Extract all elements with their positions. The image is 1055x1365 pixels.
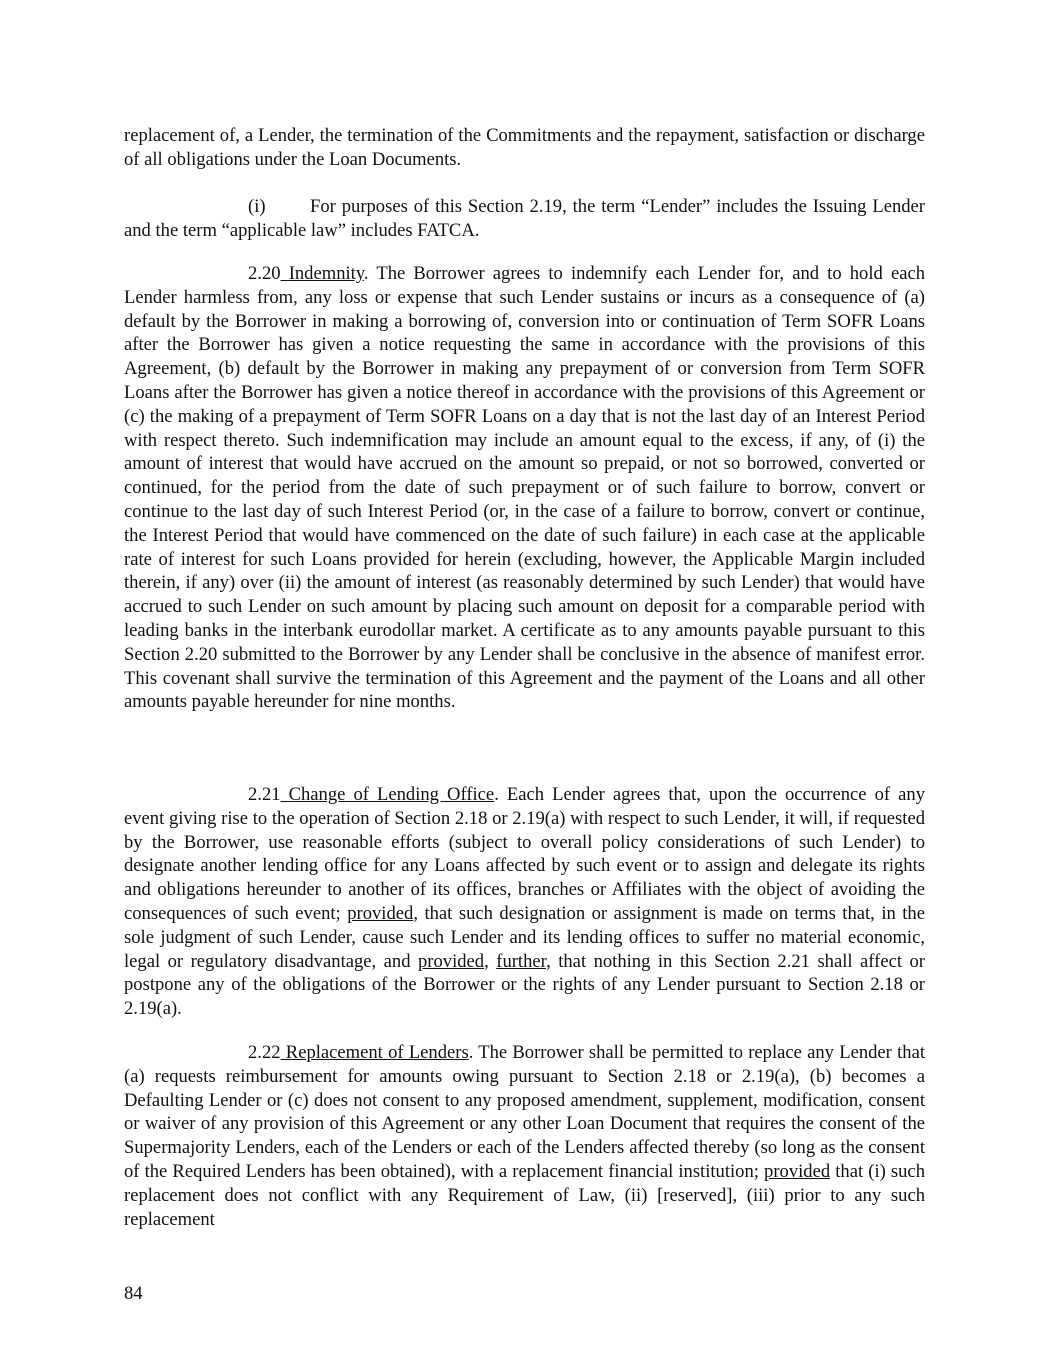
section-heading: Indemnity (288, 263, 364, 284)
paragraph-subsection-i: (i) For purposes of this Section 2.19, the term “Lender” includes the Issuing Lender and the term “applicable law” includes FATCA. (124, 196, 925, 241)
section-number: 2.20 (248, 263, 281, 284)
subsection-number: (i) (248, 196, 266, 217)
section-2-22-replacement-of-lenders: 2.22 Replacement of Lenders. The Borrower shall be permitted to replace any Lender that (a) requests reimbursement for amounts owing pursuant to Section 2.18 or 2.19(a), (b) becomes a Defaulting Lender or (c) does not consent to any proposed amendment, supplement, modification, consent or waiver of any provision of this Agreement or any other Loan Document that requires the consent of the Supermajority Lenders, each of the Lenders or each of the Lenders affected thereby (so long as the consent of the Required Lenders has been obtained), with a replacement financial institution; provided that (i) such replacement does not conflict with any Requirement of Law, (ii) [reserved], (iii) prior to any such replacement (124, 1042, 925, 1230)
defined-term: further (496, 950, 547, 972)
section-number: 2.22 (248, 1042, 281, 1063)
defined-term: provided (418, 950, 485, 972)
section-2-20-indemnity: 2.20 Indemnity. The Borrower agrees to indemnify each Lender for, and to hold each Lender harmless from, any loss or expense that such Lender sustains or incurs as a consequence of (a) default by the Borrower in making a borrowing of, conversion into or continuation of Term SOFR Loans after the Borrower has given a notice requesting the same in accordance with the provisions of this Agreement, (b) default by the Borrower in making any prepayment of or conversion from Term SOFR Loans after the Borrower has given a notice thereof in accordance with the provisions of this Agreement or (c) the making of a prepayment of Term SOFR Loans on a day that is not the last day of an Interest Period with respect thereto. Such indemnification may include an amount equal to the excess, if any, of (i) the amount of interest that would have accrued on the amount so prepaid, or not so borrowed, converted or continued, for the period from the date of such prepayment or of such failure to borrow, convert or continue to the last day of such Interest Period (or, in the case of a failure to borrow, convert or continue, the Interest Period that would have commenced on the date of such failure) in each case at the applicable rate of interest for such Loans provided for herein (excluding, however, the Applicable Margin included therein, if any) over (ii) the amount of interest (as reasonably determined by such Lender) that would have accrued to such Lender on such amount by placing such amount on deposit for a comparable period with leading banks in the interbank eurodollar market. A certificate as to any amounts payable pursuant to this Section 2.20 submitted to the Borrower by any Lender shall be conclusive in the absence of manifest error. This covenant shall survive the termination of this Agreement and the payment of the Loans and all other amounts payable hereunder for nine months. (124, 263, 925, 713)
section-heading: Change of Lending Office (288, 784, 495, 805)
defined-term: provided (764, 1160, 831, 1182)
section-2-21-change-of-lending-office: 2.21 Change of Lending Office. Each Lender agrees that, upon the occurrence of any event giving rise to the operation of Section 2.18 or 2.19(a) with respect to such Lender, it will, if requested by the Borrower, use reasonable efforts (subject to overall policy considerations of such Lender) to designate another lending office for any Loans affected by such event or to assign and delegate its rights and obligations hereunder to another of its offices, branches or Affiliates with the object of avoiding the consequences of such event; provided, that such designation or assignment is made on terms that, in the sole judgment of such Lender, cause such Lender and its lending offices to suffer no material economic, legal or regulatory disadvantage, and provided, further, that nothing in this Section 2.21 shall affect or postpone any of the obligations of the Borrower or the rights of any Lender pursuant to Section 2.18 or 2.19(a). (124, 784, 925, 1020)
section-heading: Replacement of Lenders (285, 1042, 469, 1063)
page-number: 84 (124, 1283, 143, 1304)
defined-term: provided (347, 902, 414, 924)
section-number: 2.21 (248, 784, 281, 805)
paragraph-continuation: replacement of, a Lender, the termination of the Commitments and the repayment, satisfaction or discharge of all obligations under the Loan Documents. (124, 125, 925, 170)
